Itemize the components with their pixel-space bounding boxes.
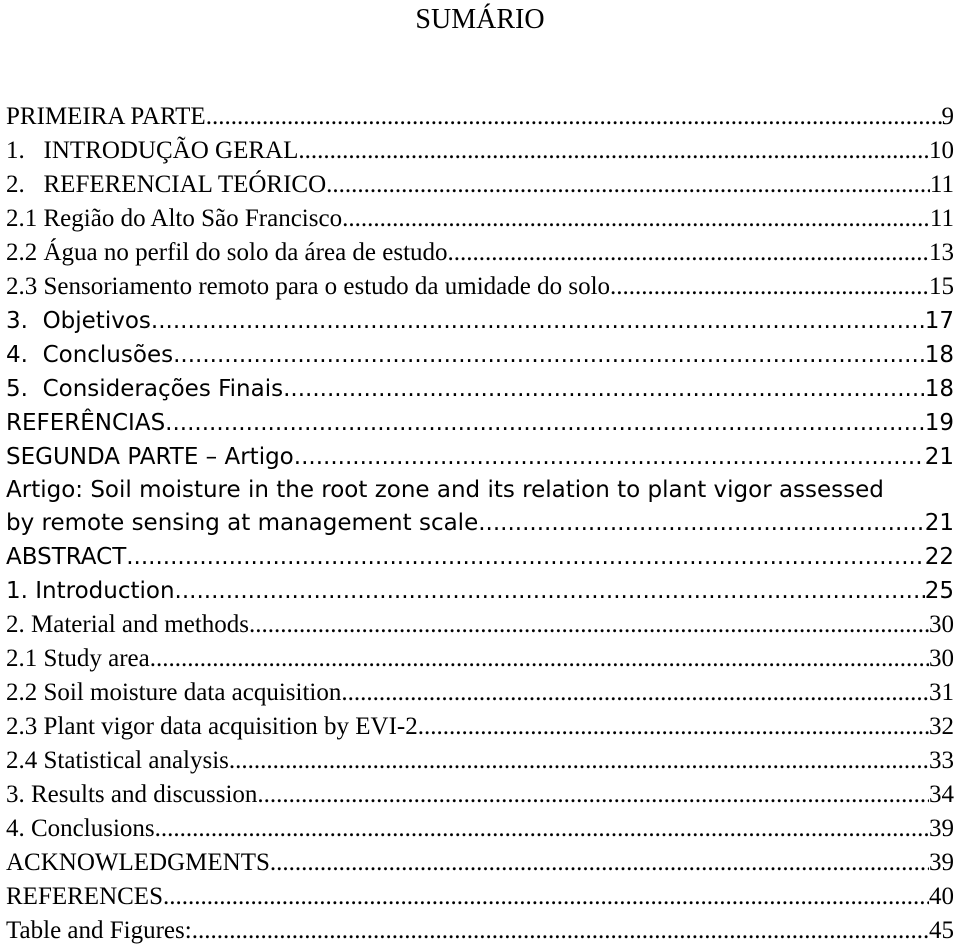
toc-entry-page: 17 bbox=[924, 308, 954, 334]
toc-entry-page: 13 bbox=[929, 239, 954, 266]
toc-entry-label: 2.1 Study area bbox=[6, 645, 150, 672]
toc-entry-label: REFERÊNCIAS bbox=[6, 410, 166, 436]
toc-leader-dots bbox=[298, 134, 929, 168]
toc-entry-label: 5. Considerações Finais bbox=[6, 376, 284, 402]
toc-entry-label: 2. Material and methods bbox=[6, 611, 249, 638]
toc-leader-dots bbox=[229, 744, 929, 778]
toc-entry-page: 30 bbox=[929, 645, 954, 672]
toc-entry-label: 3. Objetivos bbox=[6, 308, 151, 334]
toc-leader-dots bbox=[257, 778, 929, 812]
toc-leader-dots bbox=[175, 574, 925, 608]
toc-leader-dots bbox=[342, 202, 930, 236]
toc-entry-page: 32 bbox=[929, 713, 954, 740]
toc-entry[interactable] bbox=[6, 642, 954, 676]
toc-entry-page: 21 bbox=[924, 510, 954, 536]
toc-entry-page: 18 bbox=[924, 342, 954, 368]
toc-entry-page: 11 bbox=[929, 205, 954, 232]
toc-entry-label-line2: by remote sensing at management scale bbox=[6, 510, 479, 536]
toc-entry-page: 10 bbox=[929, 137, 954, 164]
toc-leader-dots bbox=[326, 168, 930, 202]
toc-entry[interactable] bbox=[6, 574, 954, 608]
toc-leader-dots bbox=[448, 236, 929, 270]
toc-entry-multiline[interactable] bbox=[6, 474, 954, 540]
toc-entry-label-line1: Artigo: Soil moisture in the root zone and its relation to plant vigor assessed bbox=[6, 477, 884, 503]
toc-entry[interactable] bbox=[6, 168, 954, 202]
toc-leader-dots bbox=[294, 440, 925, 474]
toc-leader-dots bbox=[270, 846, 929, 880]
toc-entry-label: 2.3 Plant vigor data acquisition by EVI-2 bbox=[6, 713, 418, 740]
toc-leader-dots bbox=[173, 338, 925, 372]
toc-entry-label: 3. Results and discussion bbox=[6, 781, 258, 808]
toc-leader-dots bbox=[163, 880, 929, 914]
toc-entry-label: 2.2 Soil moisture data acquisition bbox=[6, 679, 342, 706]
table-of-contents bbox=[6, 100, 954, 948]
toc-entry[interactable] bbox=[6, 440, 954, 474]
toc-leader-dots bbox=[418, 710, 929, 744]
toc-entry[interactable] bbox=[6, 744, 954, 778]
toc-entry[interactable] bbox=[6, 676, 954, 710]
toc-entry-label: Table and Figures: bbox=[6, 917, 192, 944]
toc-entry-label: ACKNOWLEDGMENTS bbox=[6, 849, 270, 876]
toc-entry-label: ABSTRACT bbox=[6, 544, 127, 570]
toc-entry[interactable] bbox=[6, 100, 954, 134]
toc-entry-label: 2.4 Statistical analysis bbox=[6, 747, 229, 774]
toc-entry[interactable] bbox=[6, 134, 954, 168]
toc-entry[interactable] bbox=[6, 846, 954, 880]
toc-entry[interactable] bbox=[6, 406, 954, 440]
toc-entry-page: 9 bbox=[941, 103, 954, 130]
toc-entry[interactable] bbox=[6, 202, 954, 236]
toc-entry-page: 39 bbox=[929, 815, 954, 842]
toc-entry-label: 2.1 Região do Alto São Francisco bbox=[6, 205, 343, 232]
toc-leader-dots bbox=[610, 270, 929, 304]
toc-entry-page: 21 bbox=[924, 444, 954, 470]
toc-entry-page: 39 bbox=[929, 849, 954, 876]
toc-leader-dots bbox=[478, 507, 925, 540]
toc-entry-page: 22 bbox=[924, 544, 954, 570]
toc-leader-dots bbox=[155, 812, 929, 846]
toc-entry-page: 25 bbox=[924, 578, 954, 604]
toc-entry-page: 34 bbox=[929, 781, 954, 808]
toc-entry-page: 40 bbox=[929, 883, 954, 910]
toc-entry[interactable] bbox=[6, 338, 954, 372]
toc-entry-label: 2.3 Sensoriamento remoto para o estudo da umidade do solo bbox=[6, 273, 611, 300]
toc-entry-page: 31 bbox=[929, 679, 954, 706]
toc-entry[interactable] bbox=[6, 778, 954, 812]
toc-entry[interactable] bbox=[6, 236, 954, 270]
toc-leader-dots bbox=[150, 642, 929, 676]
toc-entry-label: 4. Conclusions bbox=[6, 815, 155, 842]
toc-entry-page: 19 bbox=[924, 410, 954, 436]
toc-entry-page: 30 bbox=[929, 611, 954, 638]
toc-entry[interactable] bbox=[6, 270, 954, 304]
toc-leader-dots bbox=[249, 608, 929, 642]
toc-entry-page: 15 bbox=[929, 273, 954, 300]
page-title: SUMÁRIO bbox=[415, 4, 545, 35]
toc-entry-label: REFERENCES bbox=[6, 883, 163, 910]
toc-entry-label: 2. REFERENCIAL TEÓRICO bbox=[6, 171, 327, 198]
toc-entry-label: SEGUNDA PARTE – Artigo bbox=[6, 444, 294, 470]
toc-entry-label: 1. Introduction bbox=[6, 578, 175, 604]
toc-entry[interactable] bbox=[6, 304, 954, 338]
toc-entry[interactable] bbox=[6, 372, 954, 406]
toc-leader-dots bbox=[341, 676, 929, 710]
toc-entry[interactable] bbox=[6, 812, 954, 846]
toc-leader-dots bbox=[192, 914, 929, 948]
toc-leader-dots bbox=[283, 372, 925, 406]
toc-entry-page: 33 bbox=[929, 747, 954, 774]
toc-entry[interactable] bbox=[6, 710, 954, 744]
toc-entry-page: 18 bbox=[924, 376, 954, 402]
toc-entry[interactable] bbox=[6, 914, 954, 948]
toc-entry-page: 11 bbox=[929, 171, 954, 198]
toc-entry[interactable] bbox=[6, 608, 954, 642]
toc-leader-dots bbox=[206, 100, 942, 134]
toc-entry-label: 2.2 Água no perfil do solo da área de estudo bbox=[6, 239, 448, 266]
toc-leader-dots bbox=[151, 304, 925, 338]
toc-entry-label: PRIMEIRA PARTE bbox=[6, 103, 206, 130]
toc-leader-dots bbox=[126, 540, 924, 574]
toc-entry-label: 1. INTRODUÇÃO GERAL bbox=[6, 137, 299, 164]
toc-entry-page: 45 bbox=[929, 917, 954, 944]
toc-entry[interactable] bbox=[6, 880, 954, 914]
toc-entry[interactable] bbox=[6, 540, 954, 574]
toc-leader-dots bbox=[165, 406, 925, 440]
toc-entry-label: 4. Conclusões bbox=[6, 342, 174, 368]
